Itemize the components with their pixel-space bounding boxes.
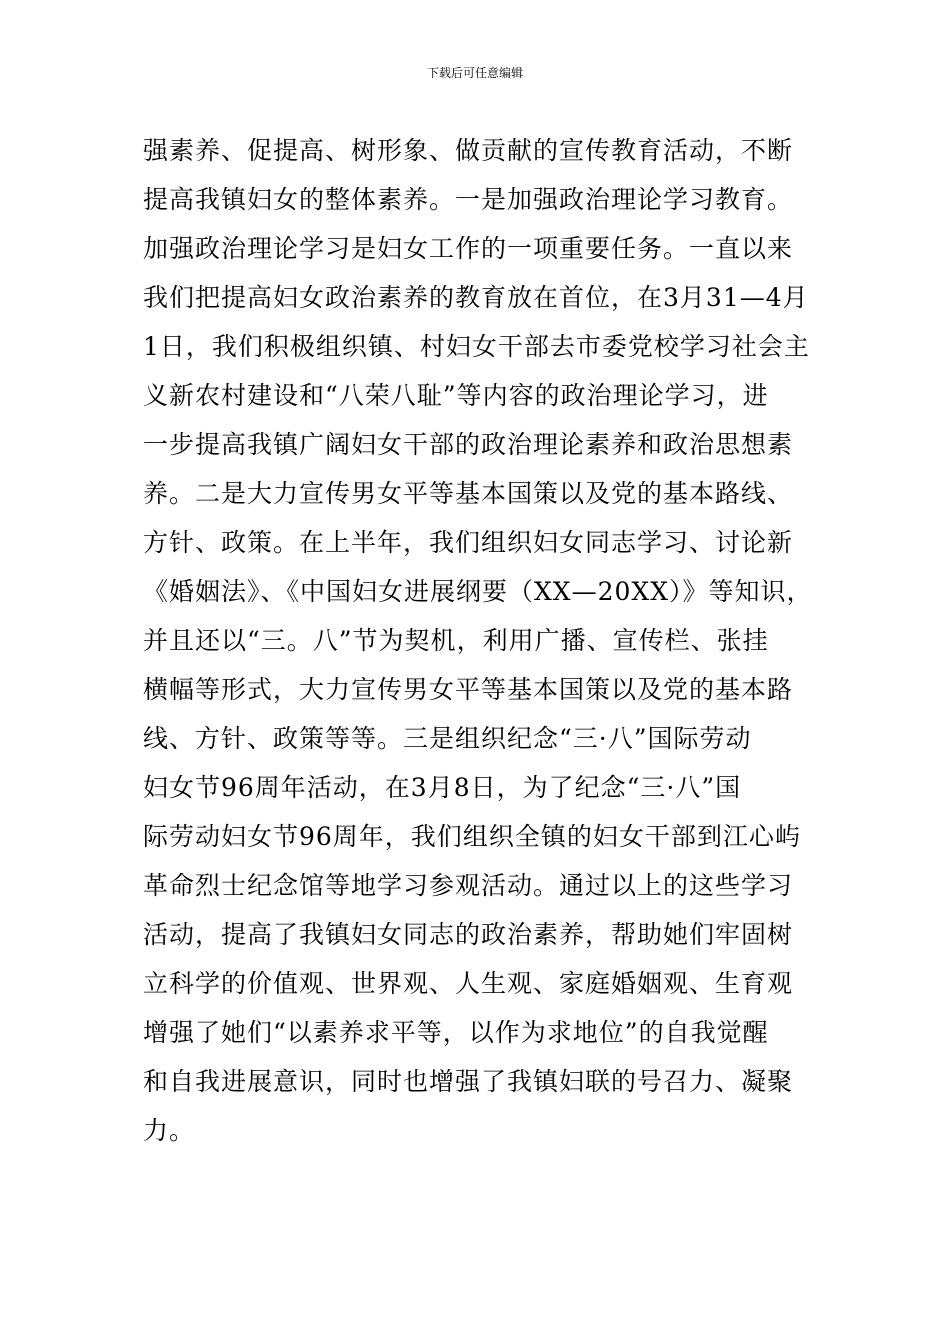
text-line: 义新农村建设和“八荣八耻”等内容的政治理论学习，进: [143, 381, 769, 410]
text-line: 线、方针、政策等等。三是组织纪念“三·八”国际劳动: [143, 724, 752, 753]
text-line: 养。二是大力宣传男女平等基本国策以及党的基本路线、: [143, 479, 794, 508]
text-line: 并且还以“三。八”节为契机，利用广播、宣传栏、张挂: [143, 626, 769, 655]
text-line: 《婚姻法》、《中国妇女进展纲要（XX—20XX）》等知识，: [143, 577, 813, 606]
text-line: 提高我镇妇女的整体素养。一是加强政治理论学习教育。: [143, 185, 794, 214]
text-line: 活动，提高了我镇妇女同志的政治素养，帮助她们牢固树: [143, 920, 794, 949]
text-line: 强素养、促提高、树形象、做贡献的宣传教育活动，不断: [143, 136, 794, 165]
text-line: 横幅等形式，大力宣传男女平等基本国策以及党的基本路: [143, 675, 794, 704]
text-line: 增强了她们“以素养求平等，以作为求地位”的自我觉醒: [143, 1018, 769, 1047]
text-line: 和自我进展意识，同时也增强了我镇妇联的号召力、凝聚: [143, 1067, 794, 1096]
page-header: 下载后可任意编辑: [426, 66, 523, 80]
text-line: 方针、政策。在上半年，我们组织妇女同志学习、讨论新: [143, 528, 794, 557]
text-line: 立科学的价值观、世界观、人生观、家庭婚姻观、生育观: [143, 969, 794, 998]
body-paragraph: [143, 126, 833, 1155]
text-line: 我们把提高妇女政治素养的教育放在首位，在3月31—4月: [143, 283, 809, 312]
text-line: 力。: [143, 1116, 196, 1145]
text-line: 1日，我们积极组织镇、村妇女干部去市委党校学习社会主: [143, 332, 810, 361]
text-line: 加强政治理论学习是妇女工作的一项重要任务。一直以来: [143, 234, 794, 263]
text-line: 际劳动妇女节96周年，我们组织全镇的妇女干部到江心屿: [143, 822, 801, 851]
text-line: 妇女节96周年活动，在3月8日，为了纪念“三·八”国: [143, 773, 742, 802]
text-line: 革命烈士纪念馆等地学习参观活动。通过以上的这些学习: [143, 871, 794, 900]
text-line: 一步提高我镇广阔妇女干部的政治理论素养和政治思想素: [143, 430, 794, 459]
